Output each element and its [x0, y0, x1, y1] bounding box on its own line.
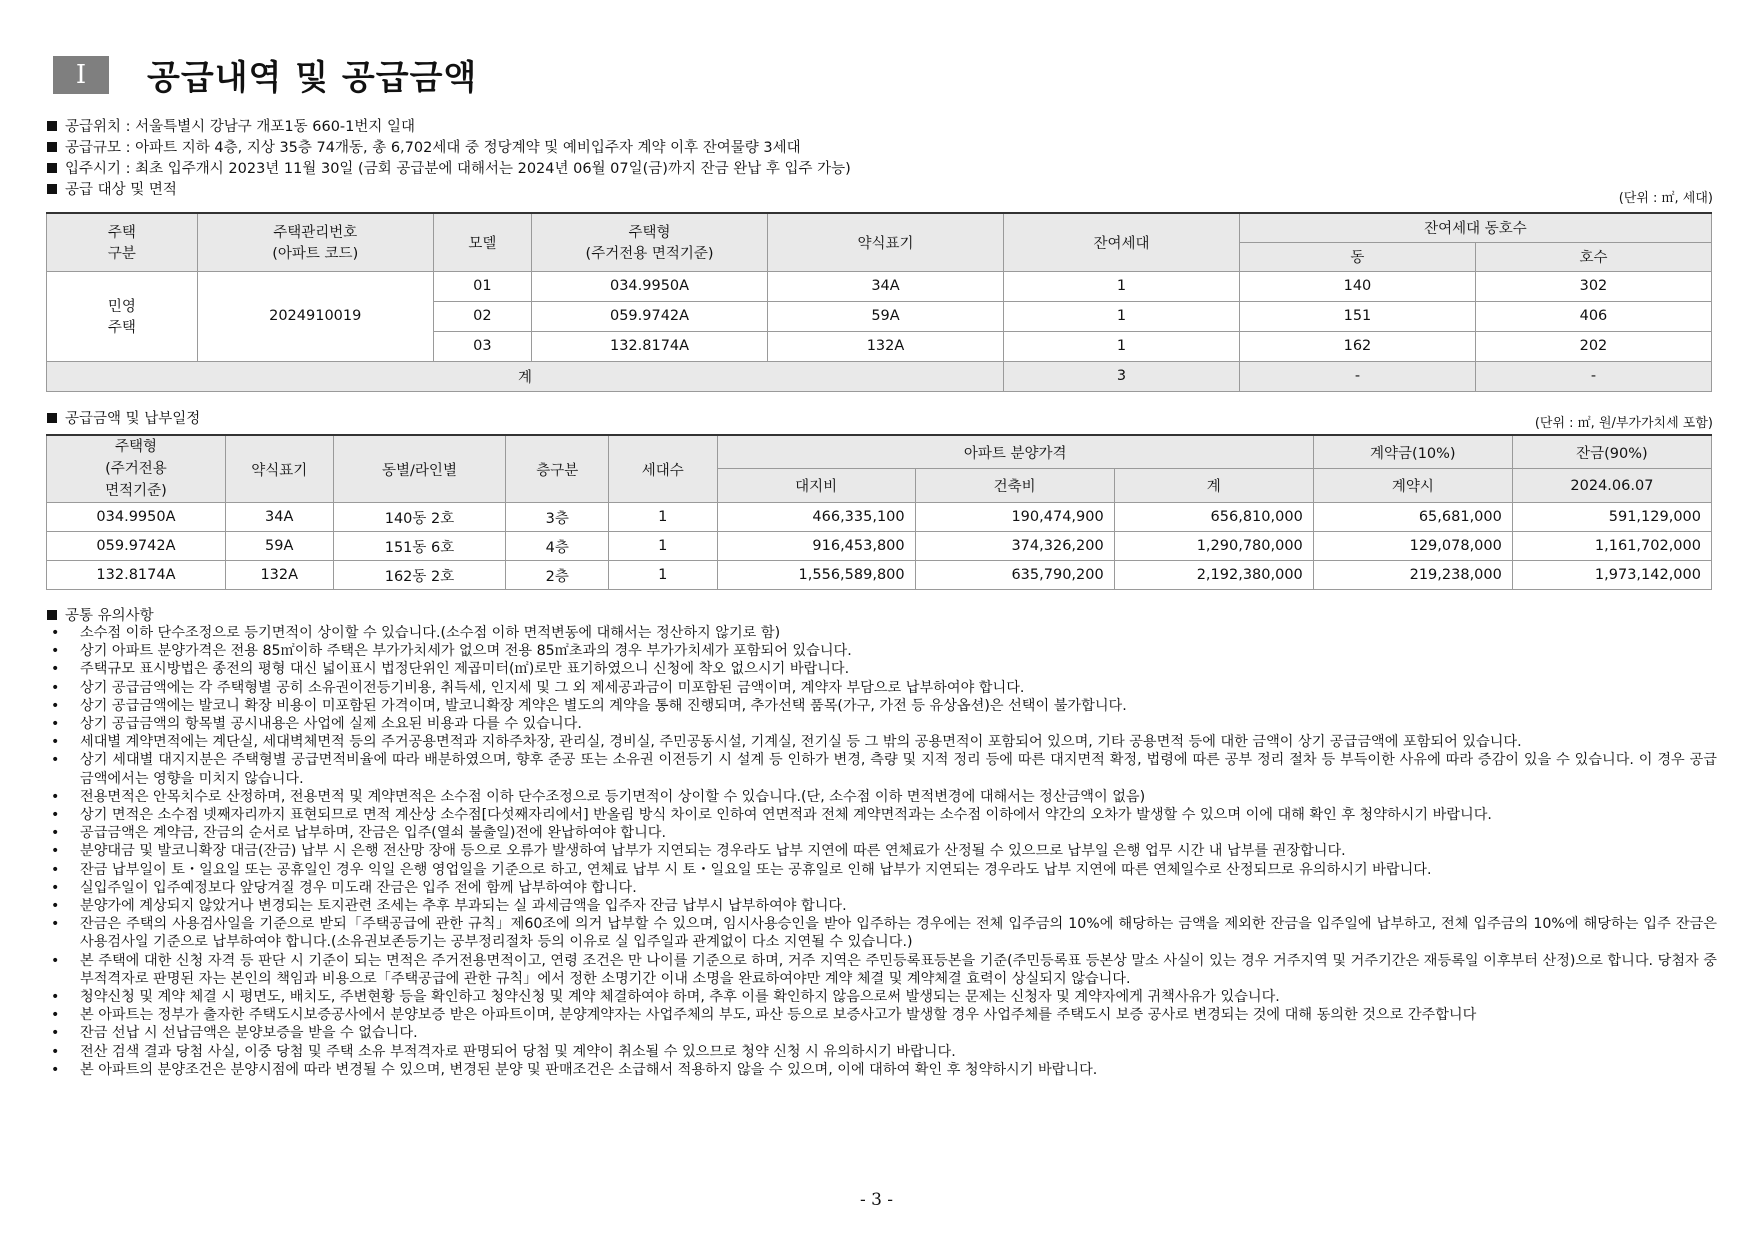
dong-cell: 162	[1239, 331, 1475, 361]
balance-cell: 591,129,000	[1512, 503, 1711, 532]
ho-cell: 406	[1475, 301, 1711, 331]
list-item: • 공급금액은 계약금, 잔금의 순서로 납부하며, 잔금은 입주(열쇠 불출일)전에 완납하여야 합니다.	[47, 824, 1717, 842]
households-cell: 1	[609, 532, 718, 561]
housing-type-cell: 132.8174A	[47, 561, 226, 590]
info-move-in: 입주시기 : 최초 입주개시 2023년 11월 30일 (금회 공급분에 대해서는 2024년 06월 07일(금)까지 잔금 완납 후 입주 가능)	[47, 159, 851, 180]
header-deposit-when: 계약시	[1313, 469, 1512, 503]
list-item: • 세대별 계약면적에는 계단실, 세대벽체면적 등의 주거공용면적과 지하주차장, 관리실, 경비실, 주민공동시설, 기계실, 전기실 등 그 밖의 공용면적이 포함되어 있으며, 기타 공용면적 등에 대한 금액이 상기 공급금액에 포함되어 있습니다.	[47, 733, 1717, 751]
list-item: • 전용면적은 안목치수로 산정하며, 전용면적 및 계약면적은 소수점 이하 단수조정으로 등기면적이 상이할 수 있습니다.(단, 소수점 이하 면적변경에 대해서는 정산금액이 없음)	[47, 788, 1717, 806]
table1-unit: (단위 : ㎡, 세대)	[1618, 191, 1713, 206]
price-schedule-table	[46, 434, 1712, 590]
short-label-cell: 34A	[225, 503, 333, 532]
list-item: • 분양가에 계상되지 않았거나 변경되는 토지관련 조세는 추후 부과되는 실 과세금액을 입주자 잔금 납부시 납부하여야 합니다.	[47, 897, 1717, 915]
header-short-label: 약식표기	[768, 213, 1004, 271]
notes-heading: 공통 유의사항	[47, 604, 154, 625]
building-cost-cell: 374,326,200	[915, 532, 1114, 561]
households-cell: 1	[609, 503, 718, 532]
list-item: • 상기 아파트 분양가격은 전용 85㎡이하 주택은 부가가치세가 없으며 전용 85㎡초과의 경우 부가가치세가 포함되어 있습니다.	[47, 642, 1717, 660]
list-item: • 상기 세대별 대지지분은 주택형별 공급면적비율에 따라 배분하였으며, 향후 준공 또는 소유권 이전등기 시 설계 등 인하가 변경, 측량 및 지적 정리 등에 따른 대지면적 확정, 법령에 따른 공부 정리 절차 등 부득이한 사유에 따라 증감이 있을 수 있습니다. 이 경우 공급금액에서는 영향을 미치지 않습니다.	[47, 751, 1717, 787]
total-label: 계	[47, 361, 1004, 391]
page-number: - 3 -	[859, 1190, 894, 1210]
short-label-cell: 34A	[768, 271, 1004, 301]
header-management-code: 주택관리번호 (아파트 코드)	[197, 213, 433, 271]
notes-list	[47, 624, 1717, 1079]
header-floor: 층구분	[506, 435, 609, 503]
land-cost-cell: 466,335,100	[717, 503, 915, 532]
remaining-cell: 1	[1003, 331, 1239, 361]
housing-type-cell: 059.9742A	[47, 532, 226, 561]
header-sale-price: 아파트 분양가격	[717, 435, 1313, 469]
list-item: • 잔금 납부일이 토・일요일 또는 공휴일인 경우 익일 은행 영업일을 기준으로 하고, 연체료 납부 시 토・일요일 또는 공휴일로 인해 납부가 지연되는 경우라도 납부 지연에 따른 연체일수로 산정되므로 유의하시기 바랍니다.	[47, 861, 1717, 879]
list-item: • 상기 공급금액의 항목별 공시내용은 사업에 실제 소요된 비용과 다를 수 있습니다.	[47, 715, 1717, 733]
management-code-cell: 2024910019	[197, 271, 433, 361]
land-cost-cell: 916,453,800	[717, 532, 915, 561]
dong-cell: 151	[1239, 301, 1475, 331]
header-housing-type: 주택형 (주거전용 면적기준)	[47, 435, 226, 503]
square-bullet-icon	[47, 184, 57, 194]
square-bullet-icon	[47, 413, 57, 423]
short-label-cell: 59A	[768, 301, 1004, 331]
section-heading: 공급내역 및 공급금액	[147, 58, 478, 98]
model-cell: 01	[433, 271, 531, 301]
table-row	[47, 271, 1712, 301]
header-building-cost: 건축비	[915, 469, 1114, 503]
table-row	[47, 561, 1712, 590]
list-item: • 주택규모 표시방법은 종전의 평형 대신 넓이표시 법정단위인 제곱미터(㎡)로만 표기하였으니 신청에 착오 없으시기 바랍니다.	[47, 660, 1717, 678]
housing-type-cell: 034.9950A	[532, 271, 768, 301]
deposit-cell: 219,238,000	[1313, 561, 1512, 590]
remaining-cell: 1	[1003, 301, 1239, 331]
list-item: • 전산 검색 결과 당첨 사실, 이중 당첨 및 주택 소유 부적격자로 판명되어 당첨 및 계약이 취소될 수 있으므로 청약 신청 시 유의하시기 바랍니다.	[47, 1043, 1717, 1061]
short-label-cell: 132A	[768, 331, 1004, 361]
list-item: • 상기 공급금액에는 발코니 확장 비용이 미포함된 가격이며, 발코니확장 계약은 별도의 계약을 통해 진행되며, 추가선택 품목(가구, 가전 등 유상옵션)은 선택이 불가합니다.	[47, 697, 1717, 715]
balance-cell: 1,161,702,000	[1512, 532, 1711, 561]
model-cell: 02	[433, 301, 531, 331]
deposit-cell: 65,681,000	[1313, 503, 1512, 532]
table2-unit: (단위 : ㎡, 원/부가가치세 포함)	[1534, 416, 1713, 431]
housing-group-cell: 민영 주택	[47, 271, 198, 361]
header-housing-group: 주택 구분	[47, 213, 198, 271]
square-bullet-icon	[47, 142, 57, 152]
list-item: • 실입주일이 입주예정보다 앞당겨질 경우 미도래 잔금은 입주 전에 함께 납부하여야 합니다.	[47, 879, 1717, 897]
header-dongho: 잔여세대 동호수	[1239, 213, 1711, 242]
list-item: • 본 아파트의 분양조건은 분양시점에 따라 변경될 수 있으며, 변경된 분양 및 판매조건은 소급해서 적용하지 않을 수 있으며, 이에 대하여 확인 후 청약하시기 바랍니다.	[47, 1061, 1717, 1079]
header-dong-line: 동별/라인별	[333, 435, 506, 503]
households-cell: 1	[609, 561, 718, 590]
header-ho: 호수	[1475, 242, 1711, 271]
price-sum-cell: 2,192,380,000	[1114, 561, 1313, 590]
header-short-label: 약식표기	[225, 435, 333, 503]
header-households: 세대수	[609, 435, 718, 503]
header-balance-when: 2024.06.07	[1512, 469, 1711, 503]
housing-type-cell: 132.8174A	[532, 331, 768, 361]
remaining-cell: 1	[1003, 271, 1239, 301]
list-item: • 잔금 선납 시 선납금액은 분양보증을 받을 수 없습니다.	[47, 1024, 1717, 1042]
header-model: 모델	[433, 213, 531, 271]
list-item: • 본 아파트는 정부가 출자한 주택도시보증공사에서 분양보증 받은 아파트이며, 분양계약자는 사업주체의 부도, 파산 등으로 보증사고가 발생할 경우 사업주체를 주택도시 보증 공사로 변경되는 것에 대해 동의한 것으로 간주합니다	[47, 1006, 1717, 1024]
dong-line-cell: 151동 6호	[333, 532, 506, 561]
floor-cell: 3층	[506, 503, 609, 532]
header-land-cost: 대지비	[717, 469, 915, 503]
list-item: • 상기 면적은 소수점 넷째자리까지 표현되므로 면적 계산상 소수점[다섯째자리에서] 반올림 방식 차이로 인하여 연면적과 전체 계약면적과는 소수점 이하에서 약간의 오차가 발생할 수 있으며 이에 대해 확인 후 청약하시기 바랍니다.	[47, 806, 1717, 824]
land-cost-cell: 1,556,589,800	[717, 561, 915, 590]
info-location: 공급위치 : 서울특별시 강남구 개포1동 660-1번지 일대	[47, 117, 851, 138]
header-remaining: 잔여세대	[1003, 213, 1239, 271]
dong-line-cell: 140동 2호	[333, 503, 506, 532]
dong-cell: 140	[1239, 271, 1475, 301]
square-bullet-icon	[47, 121, 57, 131]
list-item: • 소수점 이하 단수조정으로 등기면적이 상이할 수 있습니다.(소수점 이하 면적변동에 대해서는 정산하지 않기로 함)	[47, 624, 1717, 642]
table-row	[47, 503, 1712, 532]
model-cell: 03	[433, 331, 531, 361]
supply-area-table	[46, 212, 1712, 392]
list-item: • 본 주택에 대한 신청 자격 등 판단 시 기준이 되는 면적은 주거전용면적이고, 연령 조건은 만 나이를 기준으로 하며, 거주 지역은 주민등록표등본을 기준(주민등록표 등본상 말소 사실이 있는 경우 거주지역 및 거주기간은 재등록일 이후부터 산정)으로 합니다. 당첨자 중 부적격자로 판명된 자는 본인의 책임과 비용으로「주택공급에 관한 규칙」에서 정한 소명기간 이내 소명을 완료하여야만 계약 체결 및 계약체결 효력이 상실되지 않습니다.	[47, 952, 1717, 988]
short-label-cell: 59A	[225, 532, 333, 561]
info-scale: 공급규모 : 아파트 지하 4층, 지상 35층 74개동, 총 6,702세대 중 정당계약 및 예비입주자 계약 이후 잔여물량 3세대	[47, 138, 851, 159]
list-item: • 잔금은 주택의 사용검사일을 기준으로 받되「주택공급에 관한 규칙」제60조에 의거 납부할 수 있으며, 임시사용승인을 받아 입주하는 경우에는 전체 입주금의 10%에 해당하는 금액을 제외한 잔금을 입주일에 납부하고, 전체 입주금의 10%에 해당하는 입주 잔금은 사용검사일 기준으로 납부하여야 합니다.(소유권보존등기는 공부정리절차 등의 이유로 실 입주일과 관계없이 다소 지연될 수 있습니다.)	[47, 915, 1717, 951]
housing-type-cell: 059.9742A	[532, 301, 768, 331]
floor-cell: 2층	[506, 561, 609, 590]
header-housing-type: 주택형 (주거전용 면적기준)	[532, 213, 768, 271]
ho-cell: 202	[1475, 331, 1711, 361]
section-number: I	[53, 56, 109, 94]
price-sum-cell: 1,290,780,000	[1114, 532, 1313, 561]
total-dong: -	[1239, 361, 1475, 391]
floor-cell: 4층	[506, 532, 609, 561]
info-target-heading: 공급 대상 및 면적	[47, 180, 851, 201]
building-cost-cell: 635,790,200	[915, 561, 1114, 590]
deposit-cell: 129,078,000	[1313, 532, 1512, 561]
balance-cell: 1,973,142,000	[1512, 561, 1711, 590]
dong-line-cell: 162동 2호	[333, 561, 506, 590]
header-balance: 잔금(90%)	[1512, 435, 1711, 469]
list-item: • 청약신청 및 계약 체결 시 평면도, 배치도, 주변현황 등을 확인하고 청약신청 및 계약 체결하여야 하며, 추후 이를 확인하지 않음으로써 발생되는 문제는 신청자 및 계약자에게 귀책사유가 있습니다.	[47, 988, 1717, 1006]
total-ho: -	[1475, 361, 1711, 391]
square-bullet-icon	[47, 163, 57, 173]
list-item: • 상기 공급금액에는 각 주택형별 공히 소유권이전등기비용, 취득세, 인지세 및 그 외 제세공과금이 미포함된 금액이며, 계약자 부담으로 납부하여야 합니다.	[47, 679, 1717, 697]
header-dong: 동	[1239, 242, 1475, 271]
building-cost-cell: 190,474,900	[915, 503, 1114, 532]
price-sum-cell: 656,810,000	[1114, 503, 1313, 532]
housing-type-cell: 034.9950A	[47, 503, 226, 532]
total-remaining: 3	[1003, 361, 1239, 391]
list-item: • 분양대금 및 발코니확장 대금(잔금) 납부 시 은행 전산망 장애 등으로 오류가 발생하여 납부가 지연되는 경우라도 납부 지연에 따른 연체료가 산정될 수 있으므로 납부일 은행 업무 시간 내 납부를 권장합니다.	[47, 842, 1717, 860]
price-heading: 공급금액 및 납부일정	[47, 409, 200, 430]
section-title	[53, 50, 477, 99]
short-label-cell: 132A	[225, 561, 333, 590]
ho-cell: 302	[1475, 271, 1711, 301]
table-row	[47, 532, 1712, 561]
header-deposit: 계약금(10%)	[1313, 435, 1512, 469]
supply-info	[47, 117, 851, 201]
square-bullet-icon	[47, 610, 57, 620]
total-row	[47, 361, 1712, 391]
header-price-sum: 계	[1114, 469, 1313, 503]
